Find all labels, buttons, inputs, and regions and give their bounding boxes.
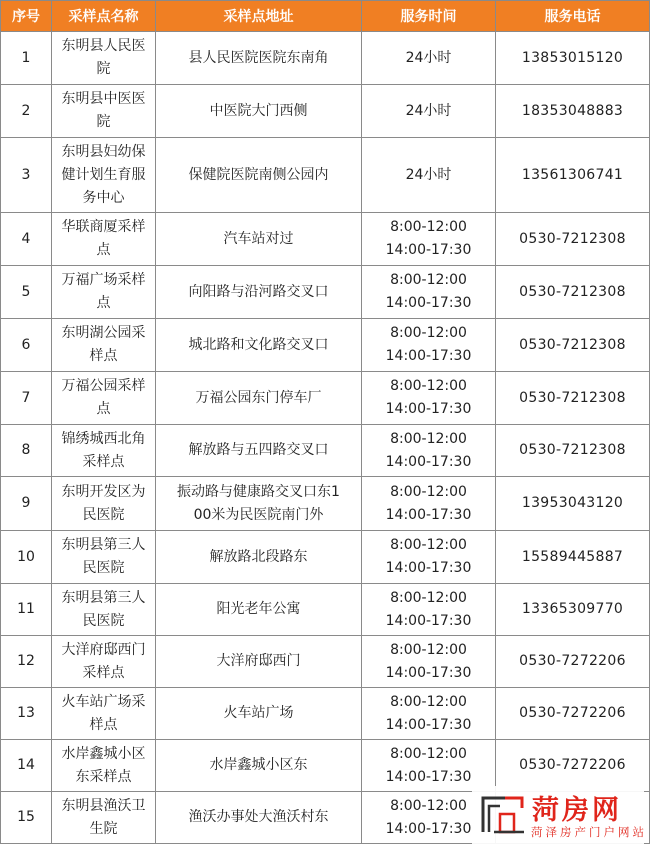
cell-address: [156, 477, 362, 531]
cell-site-name-line: 民医院: [82, 506, 125, 523]
cell-number: 13: [1, 688, 52, 740]
cell-service-hours: [362, 740, 496, 792]
cell-address-line: 振动路与健康路交叉口东1: [177, 483, 340, 500]
cell-service-hours-line: 14:00-17:30: [385, 295, 472, 311]
cell-phone: 13853015120: [496, 32, 650, 85]
cell-number: 11: [1, 584, 52, 636]
cell-site-name: [52, 32, 156, 85]
cell-service-hours: [362, 319, 496, 372]
cell-address: 中医院大门西侧: [156, 85, 362, 138]
table-row: [1, 531, 650, 584]
cell-number: 12: [1, 636, 52, 688]
cell-number: 14: [1, 740, 52, 792]
cell-site-name-line: 东采样点: [75, 768, 132, 785]
cell-address: 火车站广场: [156, 688, 362, 740]
cell-site-name-line: 东明县人民医: [61, 38, 146, 54]
cell-service-hours-line: 14:00-17:30: [385, 664, 472, 681]
cell-service-hours-line: 8:00-12:00: [390, 219, 467, 235]
cell-number: 5: [1, 266, 52, 319]
cell-service-hours: [362, 32, 496, 85]
table-row: [1, 636, 650, 688]
cell-address-line: 00米为民医院南门外: [193, 506, 324, 523]
cell-service-hours-line: 8:00-12:00: [390, 483, 467, 500]
cell-site-name-line: 务中心: [82, 189, 125, 206]
cell-site-name-line: 生院: [89, 820, 118, 837]
cell-service-hours-line: 14:00-17:30: [385, 716, 472, 733]
cell-site-name-line: 东明县妇幼保: [61, 143, 146, 160]
cell-phone: 0530-7212308: [496, 266, 650, 319]
cell-phone: 0530-7272206: [496, 740, 650, 792]
cell-service-hours-line: 8:00-12:00: [390, 797, 467, 814]
cell-site-name-line: 水岸鑫城小区: [61, 745, 146, 762]
column-header-name: 采样点名称: [52, 1, 156, 32]
cell-site-name: [52, 372, 156, 425]
cell-address: 县人民医院医院东南角: [156, 32, 362, 85]
cell-service-hours-line: 14:00-17:30: [385, 348, 472, 364]
cell-service-hours-line: 24小时: [405, 49, 452, 66]
cell-site-name-line: 健计划生育服: [61, 166, 146, 183]
cell-number: 15: [1, 792, 52, 844]
table-row: [1, 85, 650, 138]
cell-service-hours-line: 8:00-12:00: [390, 378, 467, 394]
table-row: [1, 740, 650, 792]
cell-site-name-line: 大洋府邸西门: [61, 641, 146, 658]
cell-service-hours: [362, 85, 496, 138]
cell-address: 汽车站对过: [156, 213, 362, 266]
cell-number: 6: [1, 319, 52, 372]
cell-number: 3: [1, 138, 52, 213]
cell-site-name-line: 点: [96, 242, 111, 258]
cell-service-hours: [362, 138, 496, 213]
cell-service-hours-line: 24小时: [405, 102, 452, 119]
table-row: [1, 213, 650, 266]
cell-address: 水岸鑫城小区东: [156, 740, 362, 792]
cell-service-hours: [362, 425, 496, 477]
cell-service-hours: [362, 266, 496, 319]
cell-address: 万福公园东门停车厂: [156, 372, 362, 425]
table-row: [1, 266, 650, 319]
cell-service-hours: [362, 372, 496, 425]
cell-service-hours-line: 8:00-12:00: [390, 589, 467, 606]
cell-phone: 0530-7212308: [496, 319, 650, 372]
cell-service-hours: [362, 531, 496, 584]
cell-number: 4: [1, 213, 52, 266]
cell-service-hours-line: 8:00-12:00: [390, 537, 467, 553]
table-row: [1, 138, 650, 213]
cell-site-name-line: 华联商厦采样: [61, 219, 146, 235]
cell-site-name-line: 东明开发区为: [61, 483, 146, 500]
cell-site-name: [52, 85, 156, 138]
cell-number: 1: [1, 32, 52, 85]
cell-site-name-line: 东明县中医医: [61, 91, 146, 107]
cell-address: 保健院医院南侧公园内: [156, 138, 362, 213]
cell-site-name: [52, 584, 156, 636]
cell-address: 城北路和文化路交叉口: [156, 319, 362, 372]
cell-site-name: [52, 688, 156, 740]
cell-service-hours-line: 8:00-12:00: [390, 325, 467, 341]
cell-service-hours-line: 14:00-17:30: [385, 612, 472, 629]
cell-address: 大洋府邸西门: [156, 636, 362, 688]
cell-site-name-line: 采样点: [82, 453, 125, 470]
cell-address: 向阳路与沿河路交叉口: [156, 266, 362, 319]
table-row: [1, 372, 650, 425]
cell-phone: 15589445887: [496, 531, 650, 584]
table-row: [1, 32, 650, 85]
house-logo-icon: [480, 792, 526, 838]
cell-service-hours-line: 14:00-17:30: [385, 506, 472, 523]
cell-site-name-line: 民医院: [82, 560, 125, 576]
cell-service-hours-line: 14:00-17:30: [385, 401, 472, 417]
cell-address: 解放路与五四路交叉口: [156, 425, 362, 477]
cell-site-name: [52, 792, 156, 844]
cell-address: 渔沃办事处大渔沃村东: [156, 792, 362, 844]
cell-service-hours-line: 14:00-17:30: [385, 242, 472, 258]
watermark-brand: 菏房网: [532, 795, 622, 826]
cell-site-name: [52, 740, 156, 792]
cell-number: 7: [1, 372, 52, 425]
cell-service-hours: [362, 636, 496, 688]
cell-site-name-line: 点: [96, 295, 111, 311]
table-body: [1, 32, 650, 844]
cell-phone: 18353048883: [496, 85, 650, 138]
cell-service-hours-line: 14:00-17:30: [385, 560, 472, 576]
cell-number: 2: [1, 85, 52, 138]
cell-service-hours: [362, 584, 496, 636]
cell-site-name: [52, 636, 156, 688]
cell-service-hours-line: 8:00-12:00: [390, 745, 467, 762]
table-row: [1, 319, 650, 372]
cell-phone: 0530-7272206: [496, 636, 650, 688]
cell-service-hours-line: 14:00-17:30: [385, 453, 472, 470]
cell-service-hours: [362, 477, 496, 531]
column-header-address: 采样点地址: [156, 1, 362, 32]
cell-service-hours-line: 14:00-17:30: [385, 820, 472, 837]
cell-site-name-line: 东明县第三人: [61, 537, 146, 553]
cell-site-name: [52, 531, 156, 584]
cell-service-hours-line: 8:00-12:00: [390, 272, 467, 288]
cell-phone: 13953043120: [496, 477, 650, 531]
cell-address: 阳光老年公寓: [156, 584, 362, 636]
cell-site-name-line: 锦绣城西北角: [61, 430, 146, 447]
cell-site-name-line: 院: [96, 114, 111, 130]
cell-service-hours: [362, 688, 496, 740]
column-header-hours: 服务时间: [362, 1, 496, 32]
cell-site-name-line: 点: [96, 401, 111, 417]
cell-site-name: [52, 319, 156, 372]
cell-address: 解放路北段路东: [156, 531, 362, 584]
cell-site-name-line: 万福公园采样: [61, 378, 146, 394]
cell-site-name-line: 东明湖公园采: [61, 325, 146, 341]
cell-site-name-line: 东明县第三人: [61, 589, 146, 606]
cell-site-name-line: 火车站广场采: [61, 693, 146, 710]
cell-site-name-line: 东明县渔沃卫: [61, 797, 146, 814]
cell-site-name-line: 院: [96, 61, 111, 77]
cell-phone: 0530-7272206: [496, 688, 650, 740]
cell-service-hours-line: 8:00-12:00: [390, 641, 467, 658]
cell-site-name: [52, 477, 156, 531]
cell-phone: 0530-7212308: [496, 213, 650, 266]
cell-number: 10: [1, 531, 52, 584]
cell-site-name: [52, 425, 156, 477]
cell-site-name-line: 万福广场采样: [61, 272, 146, 288]
column-header-phone: 服务电话: [496, 1, 650, 32]
cell-phone: 13561306741: [496, 138, 650, 213]
site-watermark: [472, 786, 647, 844]
column-header-no: 序号: [1, 1, 52, 32]
cell-phone: 0530-7212308: [496, 425, 650, 477]
table-row: [1, 477, 650, 531]
cell-site-name-line: 采样点: [82, 664, 125, 681]
cell-number: 8: [1, 425, 52, 477]
cell-site-name: [52, 213, 156, 266]
table-row: [1, 425, 650, 477]
cell-site-name: [52, 138, 156, 213]
watermark-tagline: 菏泽房产门户网站: [531, 825, 647, 839]
cell-service-hours-line: 8:00-12:00: [390, 430, 467, 447]
cell-service-hours-line: 24小时: [405, 166, 452, 183]
table-header-row: [1, 1, 650, 32]
table-row: [1, 688, 650, 740]
cell-phone: 13365309770: [496, 584, 650, 636]
cell-site-name-line: 样点: [89, 348, 118, 364]
cell-site-name-line: 民医院: [82, 612, 125, 629]
cell-site-name: [52, 266, 156, 319]
cell-number: 9: [1, 477, 52, 531]
cell-service-hours-line: 14:00-17:30: [385, 768, 472, 785]
table-row: [1, 584, 650, 636]
cell-phone: 0530-7212308: [496, 372, 650, 425]
cell-service-hours: [362, 213, 496, 266]
cell-service-hours-line: 8:00-12:00: [390, 693, 467, 710]
cell-site-name-line: 样点: [89, 716, 118, 733]
